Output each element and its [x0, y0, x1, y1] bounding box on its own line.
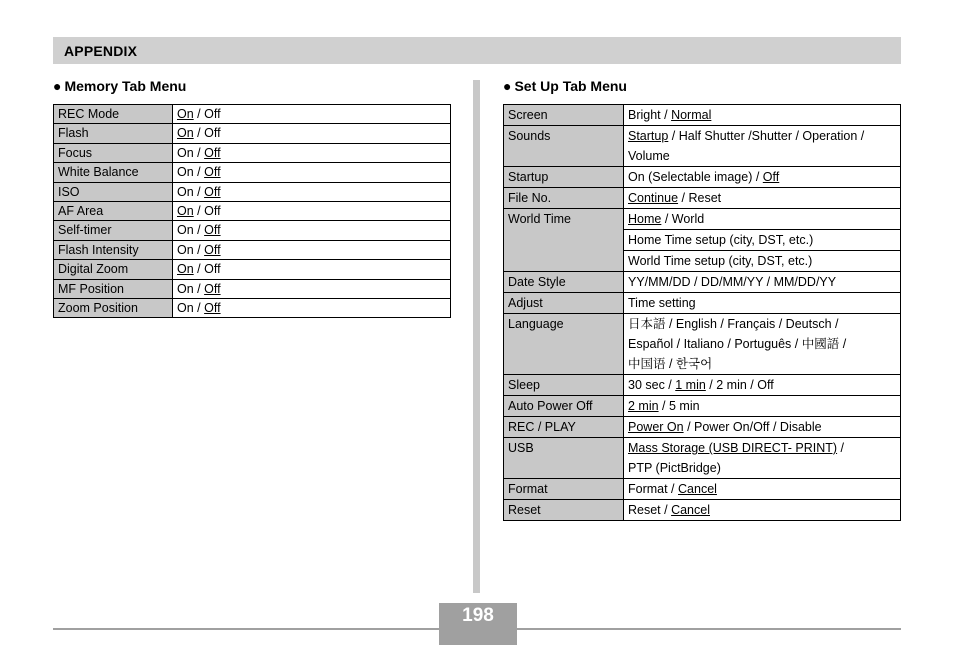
option: Off [204, 203, 221, 218]
table-row [504, 105, 901, 126]
default-option: Power On [628, 420, 684, 434]
table-row [54, 143, 451, 162]
setting-label: Focus [54, 143, 173, 162]
setting-label: USB [504, 438, 624, 479]
option-separator: / [193, 262, 205, 277]
option: Bright / [628, 108, 672, 122]
setting-label: Sounds [504, 126, 624, 167]
page-number-box [439, 603, 517, 645]
option-line [628, 146, 896, 166]
setting-label: Date Style [504, 272, 624, 293]
setting-options [173, 182, 451, 201]
default-option: Mass Storage (USB DIRECT- PRINT) [628, 441, 838, 455]
table-row [504, 272, 901, 293]
bullet-icon: ● [503, 78, 512, 94]
option: Off [204, 262, 221, 277]
setup-title-text: Set Up Tab Menu [514, 78, 627, 94]
setting-options [624, 375, 901, 396]
setting-options [624, 167, 901, 188]
option-line [628, 272, 896, 292]
default-option: Continue [628, 191, 679, 205]
setting-label: White Balance [54, 163, 173, 182]
default-option: Off [204, 300, 221, 315]
option: 30 sec / [628, 378, 676, 392]
option: On [177, 300, 194, 315]
setting-options [624, 272, 901, 293]
option: / 2 min / Off [705, 378, 774, 392]
setting-options [624, 479, 901, 500]
setting-options [173, 105, 451, 124]
option-line [628, 479, 896, 499]
default-option: On [177, 107, 194, 121]
memory-section-title [53, 78, 186, 94]
setting-label: Flash [54, 124, 173, 143]
table-row [54, 298, 451, 317]
option: On (Selectable image) / [628, 170, 763, 184]
setting-label: World Time [504, 209, 624, 272]
setting-options [173, 279, 451, 298]
default-option: Normal [671, 108, 712, 122]
setting-options [173, 163, 451, 182]
option-separator: / [193, 203, 205, 218]
option-line [628, 209, 896, 229]
setting-options [624, 105, 901, 126]
option-line [628, 396, 896, 416]
table-row [54, 240, 451, 259]
table-row [54, 163, 451, 182]
default-option: On [177, 262, 194, 277]
appendix-title: APPENDIX [64, 43, 138, 59]
table-row [54, 105, 451, 124]
option: / Power On/Off / Disable [683, 420, 822, 434]
option-line [628, 334, 896, 354]
option-line [628, 500, 896, 520]
setting-options [624, 293, 901, 314]
option-separator: / [193, 145, 205, 160]
setting-label: Screen [504, 105, 624, 126]
setting-label: Auto Power Off [504, 396, 624, 417]
setting-label: Flash Intensity [54, 240, 173, 259]
table-row [504, 293, 901, 314]
option: On [177, 145, 194, 160]
setting-label: Adjust [504, 293, 624, 314]
setting-options [624, 500, 901, 521]
table-row [504, 375, 901, 396]
table-row [54, 182, 451, 201]
option-line [628, 293, 896, 313]
option: On [177, 223, 194, 238]
default-option: Off [204, 184, 221, 199]
option: / World [661, 212, 705, 226]
setting-label: Language [504, 314, 624, 375]
option: Home Time setup (city, DST, etc.) [628, 233, 814, 247]
memory-title-text: Memory Tab Menu [64, 78, 187, 94]
setting-options [624, 438, 901, 479]
option-separator: / [193, 126, 205, 141]
option-line [628, 105, 896, 125]
setting-options [173, 143, 451, 162]
option-separator: / [193, 281, 205, 296]
table-row [504, 314, 901, 375]
setting-label: REC / PLAY [504, 417, 624, 438]
option-separator: / [193, 242, 205, 257]
option: 日本語 / English / Français / Deutsch / [628, 317, 839, 331]
default-option: 1 min [675, 378, 706, 392]
setting-options [173, 221, 451, 240]
option-line [628, 314, 896, 334]
option-line [624, 229, 900, 250]
default-option: Cancel [671, 503, 710, 517]
option-line [628, 417, 896, 437]
table-row [504, 438, 901, 479]
option-line [624, 250, 900, 271]
table-row [54, 260, 451, 279]
setting-label: Sleep [504, 375, 624, 396]
table-row [54, 279, 451, 298]
setting-label: AF Area [54, 201, 173, 220]
default-option: 2 min [628, 399, 659, 413]
table-row [504, 188, 901, 209]
setting-label: Startup [504, 167, 624, 188]
setting-options [624, 209, 901, 272]
setting-options [624, 188, 901, 209]
option: 中国语 / 한국어 [628, 357, 713, 371]
default-option: Off [204, 165, 221, 180]
default-option: Off [204, 145, 221, 160]
table-row [54, 124, 451, 143]
setting-label: File No. [504, 188, 624, 209]
setting-label: Reset [504, 500, 624, 521]
option: Off [204, 107, 221, 121]
table-row [54, 221, 451, 240]
default-option: Startup [628, 129, 669, 143]
option: Volume [628, 149, 670, 163]
option: On [177, 165, 194, 180]
setting-options [173, 201, 451, 220]
column-divider [473, 80, 480, 593]
option: Español / Italiano / Português / 中國語 / [628, 337, 847, 351]
table-row [504, 417, 901, 438]
option: On [177, 184, 194, 199]
option: On [177, 281, 194, 296]
option: PTP (PictBridge) [628, 461, 721, 475]
setting-label: REC Mode [54, 105, 173, 124]
option: Time setting [628, 296, 696, 310]
table-row [504, 396, 901, 417]
option-separator: / [193, 223, 205, 238]
default-option: Off [204, 223, 221, 238]
option-line [628, 438, 896, 458]
setting-label: MF Position [54, 279, 173, 298]
option: YY/MM/DD / DD/MM/YY / MM/DD/YY [628, 275, 837, 289]
option-line [628, 375, 896, 395]
option-line [628, 458, 896, 478]
default-option: Off [204, 281, 221, 296]
option-separator: / [193, 184, 205, 199]
setting-label: Self-timer [54, 221, 173, 240]
option-line [628, 126, 896, 146]
default-option: Cancel [678, 482, 717, 496]
setup-section-title [503, 78, 627, 94]
option: World Time setup (city, DST, etc.) [628, 254, 813, 268]
option: / Reset [678, 191, 722, 205]
setting-options [173, 240, 451, 259]
setting-options [624, 396, 901, 417]
option-line [628, 354, 896, 374]
setting-options [624, 314, 901, 375]
table-row [54, 201, 451, 220]
setting-label: Zoom Position [54, 298, 173, 317]
option-separator: / [193, 165, 205, 180]
option: Reset / [628, 503, 672, 517]
option-line [628, 167, 896, 187]
default-option: On [177, 203, 194, 218]
default-option: Off [762, 170, 780, 184]
setting-options [173, 298, 451, 317]
setup-tab-menu-table [503, 104, 901, 521]
bullet-icon: ● [53, 78, 62, 94]
setting-options [173, 260, 451, 279]
option: Off [204, 126, 221, 141]
setting-options [624, 417, 901, 438]
option-line [628, 188, 896, 208]
setting-label: ISO [54, 182, 173, 201]
page-number: 198 [462, 605, 494, 626]
default-option: Home [628, 212, 662, 226]
setting-label: Format [504, 479, 624, 500]
appendix-header-bar [53, 37, 901, 64]
option: On [177, 242, 194, 257]
table-row [504, 209, 901, 272]
memory-tab-menu-table [53, 104, 451, 318]
default-option: On [177, 126, 194, 141]
option-separator: / [193, 300, 205, 315]
default-option: Off [204, 242, 221, 257]
table-row [504, 479, 901, 500]
option: / [837, 441, 845, 455]
option: Format / [628, 482, 679, 496]
setting-options [624, 126, 901, 167]
option: / 5 min [658, 399, 700, 413]
table-row [504, 126, 901, 167]
table-row [504, 167, 901, 188]
setting-options [173, 124, 451, 143]
setting-label: Digital Zoom [54, 260, 173, 279]
option: / Half Shutter /Shutter / Operation / [668, 129, 865, 143]
option-separator: / [193, 107, 205, 121]
table-row [504, 500, 901, 521]
